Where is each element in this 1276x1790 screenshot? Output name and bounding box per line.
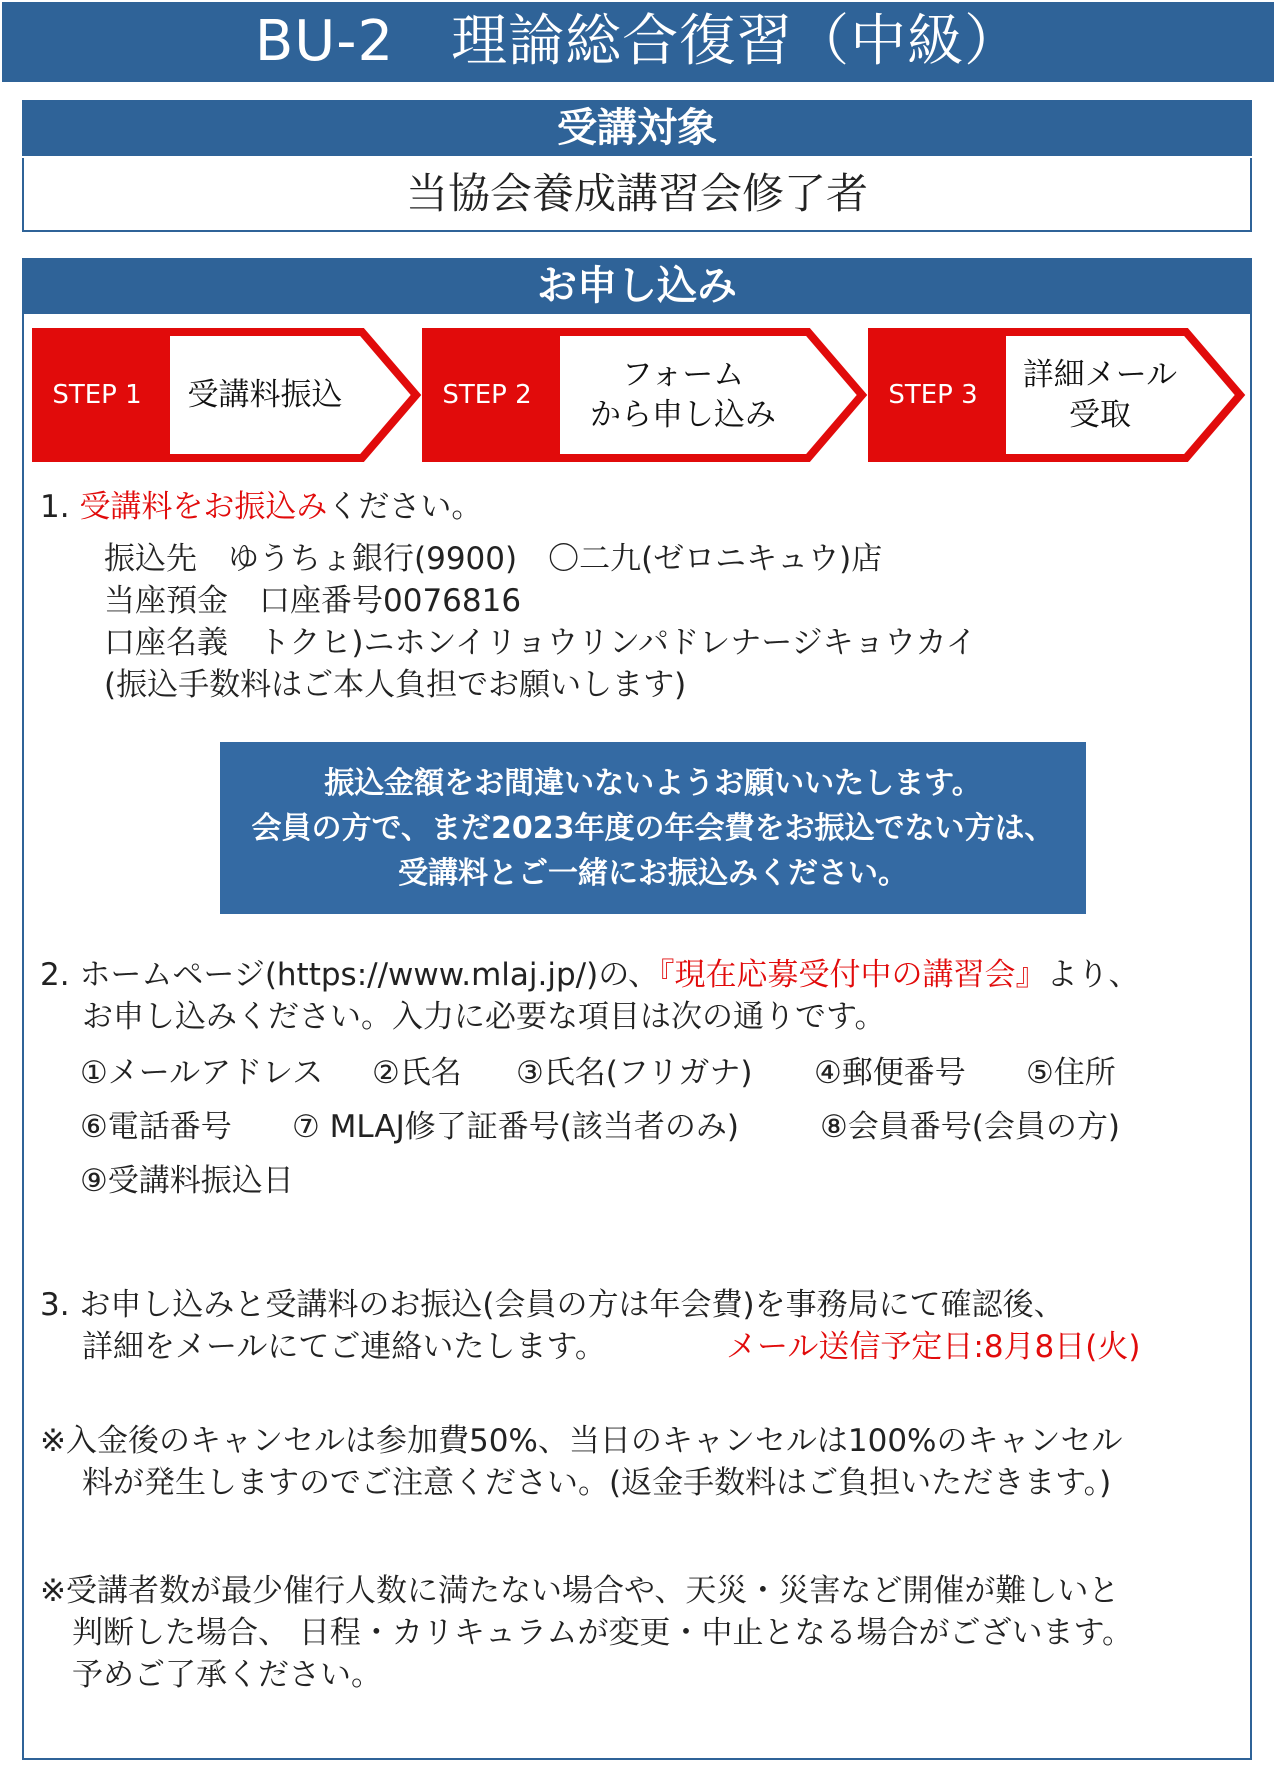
step-3-label: STEP 3	[868, 328, 998, 462]
field-item: ②氏名	[372, 1055, 462, 1091]
step-2-text-line-2: から申し込み	[590, 397, 776, 433]
mail-send-date: メール送信予定日:8月8日(火)	[726, 1329, 1141, 1365]
item-2-line-2: お申し込みください。入力に必要な項目は次の通りです。	[82, 999, 886, 1035]
step-2-text	[560, 328, 806, 462]
field-item: ⑧会員番号(会員の方)	[820, 1109, 1120, 1145]
bank-detail-line: 口座名義 トクヒ)ニホンイリョウリンパドレナージキョウカイ	[104, 625, 977, 661]
step-2-label: STEP 2	[422, 328, 552, 462]
target-value: 当協会養成講習会修了者	[22, 158, 1252, 232]
field-item: ③氏名(フリガナ)	[516, 1055, 753, 1091]
item-1-number: 1.	[40, 489, 70, 525]
change-note-line-2: 判断した場合、 日程・カリキュラムが変更・中止となる場合がございます。	[72, 1615, 1134, 1651]
item-3-line-2: 詳細をメールにてご連絡いたします。	[82, 1329, 606, 1365]
step-1-text-line: 受講料振込	[187, 377, 343, 413]
step-2-text-line-1: フォーム	[621, 357, 745, 393]
page-title: BU-2 理論総合復習（中級）	[2, 2, 1274, 82]
cancel-note-line-2: 料が発生しますのでご注意ください。(返金手数料はご負担いただきます。)	[82, 1465, 1112, 1501]
item-3-number: 3.	[40, 1287, 70, 1323]
target-heading: 受講対象	[22, 100, 1252, 156]
step-3-text-line-1: 詳細メール	[1022, 357, 1178, 393]
item-2-number: 2.	[40, 957, 70, 993]
item-2-line-1	[40, 954, 1139, 996]
item-1-tail: ください。	[327, 489, 483, 525]
bank-detail-line: 振込先 ゆうちょ銀行(9900) 〇二九(ゼロニキュウ)店	[104, 541, 883, 577]
notice-line: 受講料とご一緒にお振込みください。	[398, 855, 908, 891]
bank-detail-line: 当座預金 口座番号0076816	[104, 583, 522, 619]
bank-detail-line: (振込手数料はご本人負担でお願いします)	[104, 667, 687, 703]
step-3-text-line-2: 受取	[1069, 397, 1131, 433]
item-2-line-1-tail: より、	[1046, 957, 1140, 993]
step-3-text	[1004, 328, 1196, 462]
step-1-text	[170, 328, 360, 462]
transfer-notice-box	[220, 742, 1086, 914]
item-1-heading	[40, 486, 482, 528]
field-item: ⑨受講料振込日	[80, 1163, 294, 1199]
item-2-homepage-text: ホームページ(https://www.mlaj.jp/)の、	[79, 957, 659, 993]
item-3-line-1	[40, 1284, 1065, 1326]
item-1-highlight: 受講料をお振込み	[79, 489, 328, 525]
item-2-course-link[interactable]: 『現在応募受付中の講習会』	[658, 957, 1047, 993]
change-note-line-3: 予めご了承ください。	[72, 1657, 382, 1693]
notice-line: 会員の方で、まだ2023年度の年会費をお振込でない方は、	[251, 810, 1055, 846]
cancel-note-line-1: ※入金後のキャンセルは参加費50%、当日のキャンセルは100%のキャンセル	[40, 1423, 1123, 1459]
field-item: ⑤住所	[1026, 1055, 1116, 1091]
field-item: ⑥電話番号	[80, 1109, 232, 1145]
field-item: ④郵便番号	[814, 1055, 966, 1091]
change-note-line-1: ※受講者数が最少催行人数に満たない場合や、天災・災害など開催が難しいと	[40, 1573, 1120, 1609]
field-item: ⑦ MLAJ修了証番号(該当者のみ)	[292, 1109, 739, 1145]
item-3-text: お申し込みと受講料のお振込(会員の方は年会費)を事務局にて確認後、	[79, 1287, 1065, 1323]
step-1-label: STEP 1	[32, 328, 162, 462]
field-item: ①メールアドレス	[80, 1055, 324, 1091]
notice-line: 振込金額をお間違いないようお願いいたします。	[324, 765, 982, 801]
apply-heading: お申し込み	[22, 258, 1252, 314]
